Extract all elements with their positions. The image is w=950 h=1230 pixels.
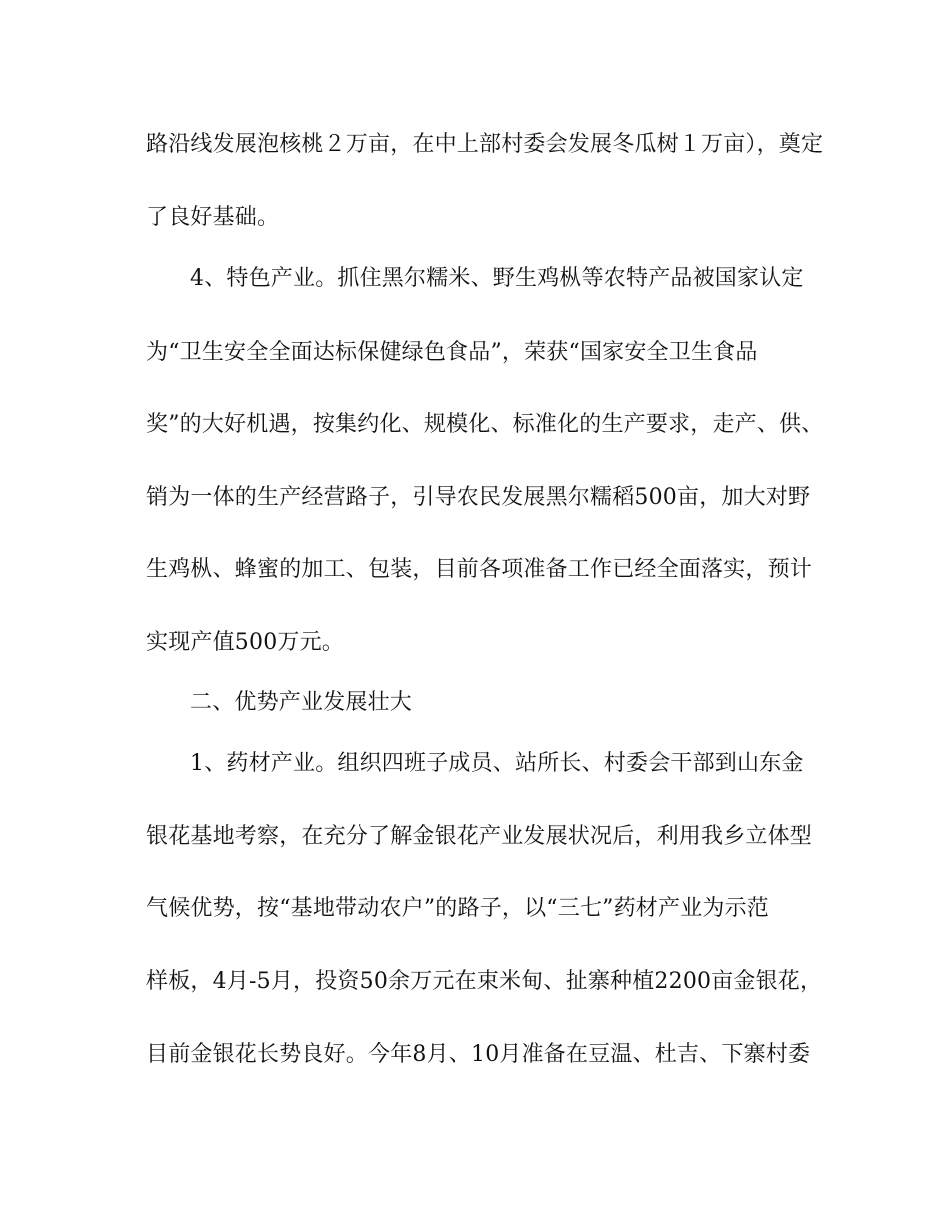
paragraph-line: 为“卫生安全全面达标保健绿色食品”，荣获“国家安全卫生食品	[146, 340, 758, 365]
paragraph-line: 路沿线发展泡核桃２万亩，在中上部村委会发展冬瓜树１万亩），奠定	[146, 132, 824, 157]
paragraph-line: 销为一体的生产经营路子，引导农民发展黑尔糯稻500亩，加大对野	[146, 485, 811, 510]
paragraph-line: 目前金银花长势良好。今年8月、10月准备在豆温、杜吉、下寨村委	[146, 1042, 811, 1067]
section-heading: 二、优势产业发展壮大	[190, 690, 413, 715]
paragraph-line: 生鸡枞、蜂蜜的加工、包装，目前各项准备工作已经全面落实，预计	[146, 557, 813, 582]
paragraph-line: 1、药材产业。组织四班子成员、站所长、村委会干部到山东金	[190, 751, 804, 776]
paragraph-line: 奖”的大好机遇，按集约化、规模化、标准化的生产要求，走产、供、	[146, 412, 824, 437]
paragraph-line: 样板，4月-5月，投资50余万元在束米甸、扯寨种植2200亩金银花，	[146, 969, 823, 994]
paragraph-line: 了良好基础。	[146, 205, 280, 230]
paragraph-line: 气候优势，按“基地带动农户”的路子，以“三七”药材产业为示范	[146, 896, 769, 921]
paragraph-line: 实现产值500万元。	[146, 630, 344, 655]
paragraph-line: 银花基地考察，在充分了解金银花产业发展状况后，利用我乡立体型	[146, 824, 813, 849]
paragraph-line: 4、特色产业。抓住黑尔糯米、野生鸡枞等农特产品被国家认定	[190, 266, 804, 291]
